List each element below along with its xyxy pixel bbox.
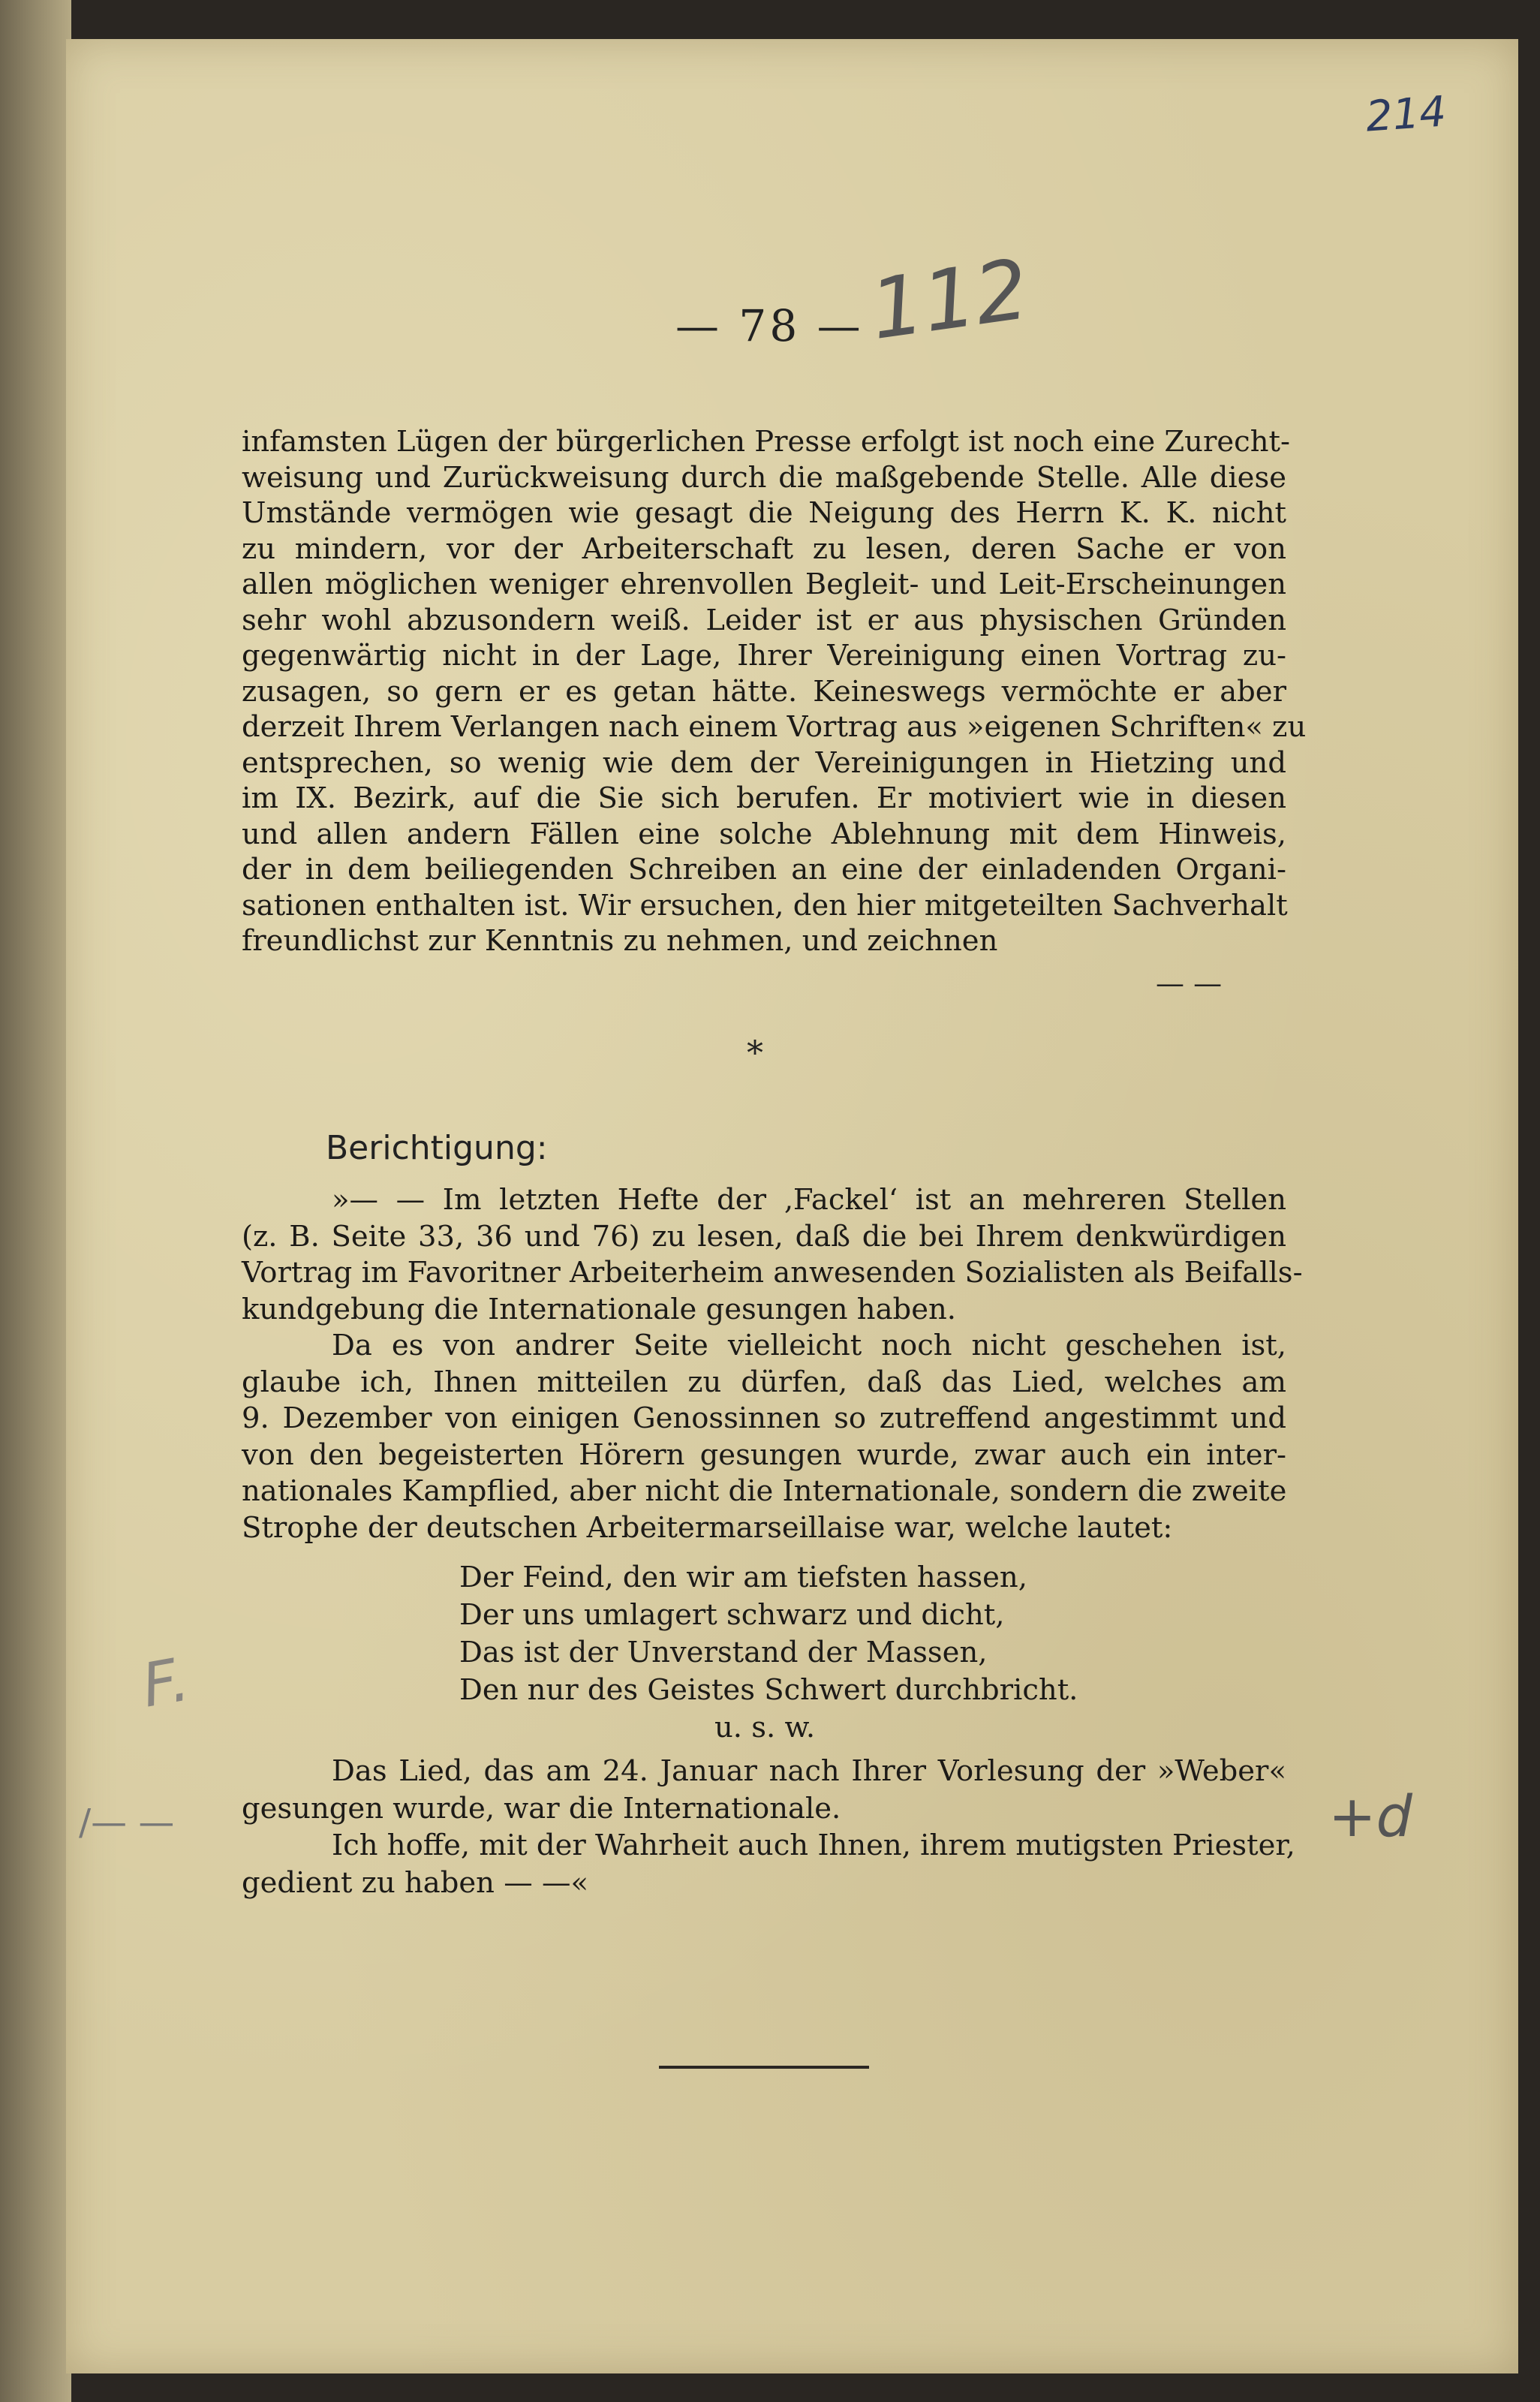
text-line: (z. B. Seite 33, 36 und 76) zu lesen, daß die bei Ihrem denkwürdigen [242,1219,1286,1254]
text-line: zu mindern, vor der Arbeiterschaft zu lesen, deren Sache er von [242,531,1286,566]
text-line: glaube ich, Ihnen mitteilen zu dürfen, daß das Lied, welches am [242,1365,1286,1399]
text-line: Ich hoffe, mit der Wahrheit auch Ihnen, ihrem mutigsten Priester, [332,1829,1295,1862]
poem-line: Der Feind, den wir am tiefsten hassen, [459,1561,1027,1594]
text-line: Da es von andrer Seite vielleicht noch nicht geschehen ist, [332,1329,1286,1362]
main-paragraph [242,424,1307,959]
pencil-margin-mark-right: +d [1328,1783,1412,1850]
section-separator: * [747,1034,763,1073]
pencil-margin-mark-left: /— — [79,1802,175,1844]
poem-line: Den nur des Geistes Schwert durchbricht. [459,1673,1078,1707]
text-line: sehr wohl abzusondern weiß. Leider ist er aus physischen Gründen [242,603,1286,637]
text-line: allen möglichen weniger ehrenvollen Begleit- und Leit-Erscheinungen [242,567,1286,601]
text-line: Umstände vermögen wie gesagt die Neigung des Herrn K. K. nicht [242,496,1286,530]
page-number: — 78 — [675,300,864,351]
poem-line: Der uns umlagert schwarz und dicht, [459,1598,1005,1632]
page-number-annotation: 112 [865,241,1034,358]
text-line: freundlichst zur Kenntnis zu nehmen, und zeichnen [242,924,998,958]
text-line: weisung und Zurückweisung durch die maßgebende Stelle. Alle diese [242,460,1286,495]
text-line: derzeit Ihrem Verlangen nach einem Vortrag aus »eigenen Schriften« zu [242,710,1307,744]
text-line: nationales Kampflied, aber nicht die Internationale, sondern die zweite [242,1474,1287,1508]
text-line: sationen enthalten ist. Wir ersuchen, den hier mitgeteilten Sachverhalt [242,888,1288,923]
poem-ending: u. s. w. [714,1711,816,1744]
closing-dash: — — [1156,967,1223,1000]
closing-paragraph [242,1753,1295,1901]
pencil-annotation: F. [137,1644,194,1721]
text-line: im IX. Bezirk, auf die Sie sich berufen. Er motiviert wie in diesen [242,781,1286,815]
poem-line: Das ist der Unverstand der Massen, [459,1636,988,1669]
text-line: und allen andern Fällen eine solche Ablehnung mit dem Hinweis, [242,817,1286,851]
text-line: gesungen wurde, war die Internationale. [242,1791,841,1826]
text-line: von den begeisterten Hörern gesungen wurde, zwar auch ein inter- [242,1437,1286,1472]
text-line: der in dem beiliegenden Schreiben an eine der einladenden Organi- [242,853,1286,886]
section-heading: Berichtigung: [326,1129,548,1167]
text-line: Das Lied, das am 24. Januar nach Ihrer Vorlesung der »Weber« [332,1754,1286,1788]
text-line: 9. Dezember von einigen Genossinnen so zutreffend angestimmt und [242,1401,1286,1435]
end-rule [659,2066,869,2069]
text-line: Strophe der deutschen Arbeitermarseillaise war, welche lautet: [242,1510,1173,1545]
poem-stanza [459,1559,1078,1747]
text-line: entsprechen, so wenig wie dem der Vereinigungen in Hietzing und [242,745,1286,780]
text-line: infamsten Lügen der bürgerlichen Presse erfolgt ist noch eine Zurecht- [242,425,1290,459]
text-line: zusagen, so gern er es getan hätte. Keineswegs vermöchte er aber [242,674,1286,709]
text-line: gegenwärtig nicht in der Lage, Ihrer Vereinigung einen Vortrag zu- [242,639,1286,673]
text-line: »— — Im letzten Hefte der ‚Fackel‘ ist an mehreren Stellen [332,1183,1286,1217]
text-line: gedient zu haben — —« [242,1865,588,1900]
book-spine [0,0,71,2402]
text-line: Vortrag im Favoritner Arbeiterheim anwesenden Sozialisten als Beifalls- [242,1256,1303,1290]
correction-paragraph [242,1182,1303,1546]
archive-number: 214 [1364,87,1448,142]
text-line: kundgebung die Internationale gesungen haben. [242,1292,957,1326]
